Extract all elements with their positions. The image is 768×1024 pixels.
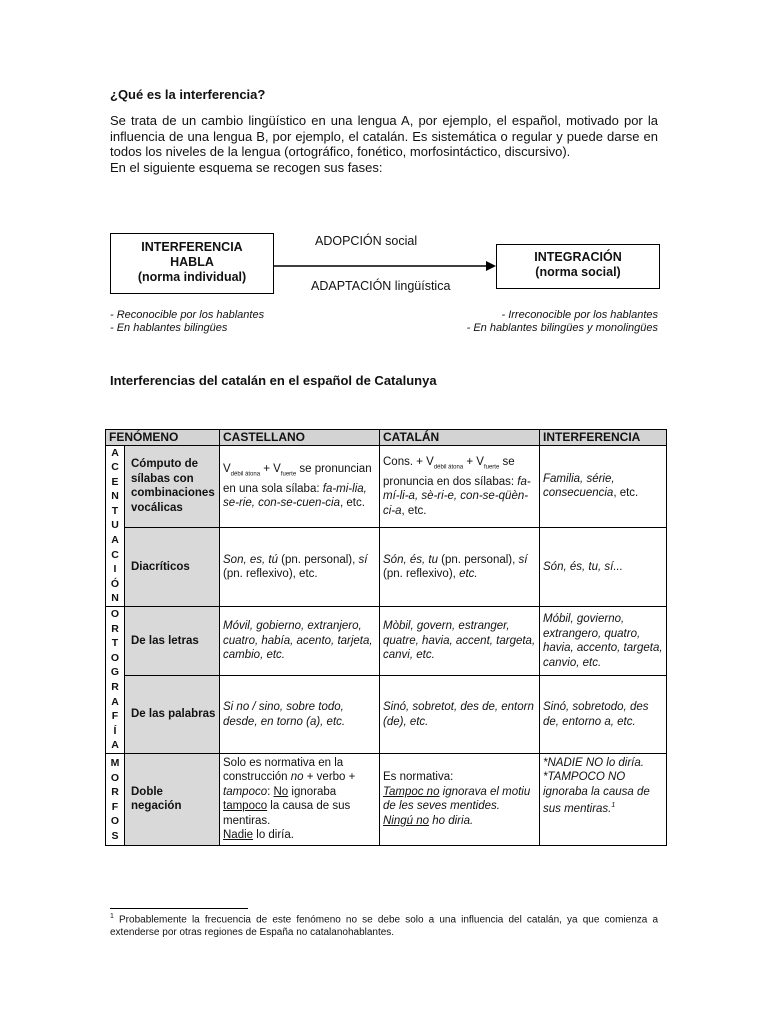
feature-letras: De las letras — [125, 607, 220, 676]
table-row — [106, 445, 667, 528]
interferencia-habla-box: INTERFERENCIA HABLA (norma individual) — [110, 233, 274, 294]
cell-catalan: Es normativa: Tampoc no ignorava el motiu de les seves mentides. Ningú no ho diria. — [380, 753, 540, 845]
left-notes: - Reconocible por los hablantes - En hablantes bilingües — [110, 309, 265, 334]
page-title: ¿Qué es la interferencia? — [110, 87, 266, 102]
group-morfos: M O R F O S — [106, 753, 125, 845]
right-notes: - Irreconocible por los hablantes - En hablantes bilingües y monolingües — [466, 309, 658, 334]
header-catalan: CATALÁN — [380, 430, 540, 446]
feature-palabras: De las palabras — [125, 676, 220, 754]
interference-table — [105, 429, 667, 846]
footnote-divider — [110, 908, 248, 909]
adaptacion-label: ADAPTACIÓN lingüística — [311, 279, 451, 293]
table-row — [106, 753, 667, 845]
table-header-row — [106, 430, 667, 446]
header-interferencia: INTERFERENCIA — [540, 430, 667, 446]
footnote: $^1$ Probablemente la frecuencia de este fenómeno no se debe solo a una influencia del catalán, ya que comienza a extenderse por otras regiones de España no catalanohablantes. — [110, 913, 658, 938]
group-ortografia: O R T O G R A F Í A — [106, 607, 125, 754]
cell-catalan: Són, és, tu (pn. personal), sí (pn. reflexivo), etc. — [380, 528, 540, 607]
header-fenomeno: FENÓMENO — [106, 430, 220, 446]
cell-interferencia: Familia, série, consecuencia, etc. — [540, 445, 667, 528]
section-title: Interferencias del catalán en el español de Catalunya — [110, 373, 437, 388]
cell-castellano: Son, es, tú (pn. personal), sí (pn. reflexivo), etc. — [220, 528, 380, 607]
table-row — [106, 528, 667, 607]
cell-castellano: Móvil, gobierno, extranjero, cuatro, había, acento, tarjeta, cambio, etc. — [220, 607, 380, 676]
cell-interferencia: Són, és, tu, sí... — [540, 528, 667, 607]
cell-interferencia: Sinó, sobretodo, des de, entorno a, etc. — [540, 676, 667, 754]
cell-catalan: Mòbil, govern, estranger, quatre, havia, accent, targeta, canvi, etc. — [380, 607, 540, 676]
table-row — [106, 607, 667, 676]
feature-negacion: Doble negación — [125, 753, 220, 845]
feature-computo: Cómputo de sílabas con combinaciones vocálicas — [125, 445, 220, 528]
adopcion-label: ADOPCIÓN social — [315, 234, 418, 248]
table-row — [106, 676, 667, 754]
cell-interferencia: *NADIE NO lo diría. *TAMPOCO NO ignoraba la causa de sus mentiras.$^1$ — [540, 753, 667, 845]
group-acentuacion: A C E N T U A C I Ó N — [106, 445, 125, 607]
integracion-box: INTEGRACIÓN (norma social) — [496, 244, 660, 289]
cell-castellano: Solo es normativa en la construcción no + verbo + tampoco: No ignoraba tampoco la causa de sus mentiras. Nadie lo diría. — [220, 753, 380, 845]
feature-diacriticos: Diacríticos — [125, 528, 220, 607]
cell-castellano: $V_{débil átona} + V_{fuerte}$ se pronuncian en una sola sílaba: fa-mi-lia, se-rie, con-se-cuen-cia, etc. — [220, 445, 380, 528]
cell-catalan: Cons. + $V_{débil átona} + V_{fuerte}$ se pronuncia en dos sílabas: fa-mí-li-a, sè-ri-e, con-se-qüèn-ci-a, etc. — [380, 445, 540, 528]
phase-arrow — [274, 258, 498, 274]
footnote-ref: 1 — [611, 802, 616, 810]
cell-catalan: Sinó, sobretot, des de, entorn (de), etc. — [380, 676, 540, 754]
intro-text — [110, 113, 658, 175]
intro-paragraph: Se trata de un cambio lingüístico en una lengua A, por ejemplo, el español, motivado por la influencia de una lengua B, por ejemplo, el catalán. Es sistemática o regular y puede darse en todos los niveles de la lengua (ortográfico, fonético, morfosintáctico, discursivo). — [110, 113, 658, 159]
cell-castellano: Si no / sino, sobre todo, desde, en torno (a), etc. — [220, 676, 380, 754]
header-castellano: CASTELLANO — [220, 430, 380, 446]
intro-schema-line: En el siguiente esquema se recogen sus fases: — [110, 159, 383, 175]
cell-interferencia: Móbil, govierno, extrangero, quatro, havia, accento, targeta, canvio, etc. — [540, 607, 667, 676]
